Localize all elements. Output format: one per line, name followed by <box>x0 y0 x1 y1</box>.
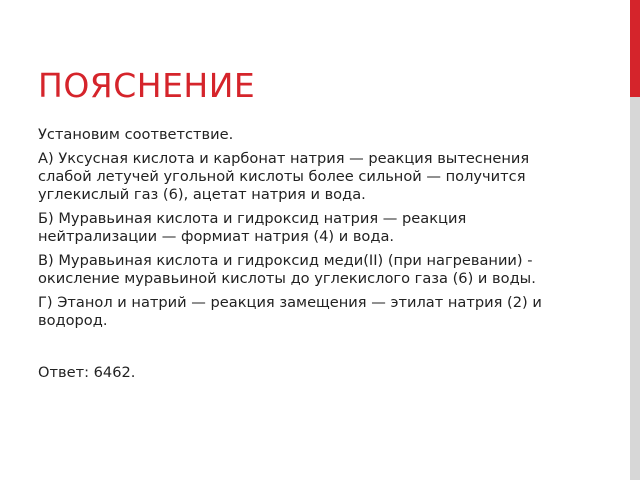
paragraph-v: В) Муравьиная кислота и гидроксид меди(II) (при нагревании) - окисление муравьиной кислоты до углекислого газа (6) и воды. <box>38 252 536 287</box>
slide-title: ПОЯСНЕНИЕ <box>38 66 256 105</box>
side-accent-bar-red <box>630 0 640 97</box>
intro-paragraph: Установим соответствие. <box>38 126 234 143</box>
paragraph-g: Г) Этанол и натрий — реакция замещения — этилат натрия (2) и водород. <box>38 294 542 329</box>
paragraph-a: А) Уксусная кислота и карбонат натрия — реакция вытеснения слабой летучей угольной кислоты более сильной — получится углекислый газ (6), ацетат натрия и вода. <box>38 150 530 203</box>
answer-text: Ответ: 6462. <box>38 364 136 381</box>
slide-body <box>38 126 568 388</box>
paragraph-b: Б) Муравьиная кислота и гидроксид натрия — реакция нейтрализации — формиат натрия (4) и вода. <box>38 210 467 245</box>
